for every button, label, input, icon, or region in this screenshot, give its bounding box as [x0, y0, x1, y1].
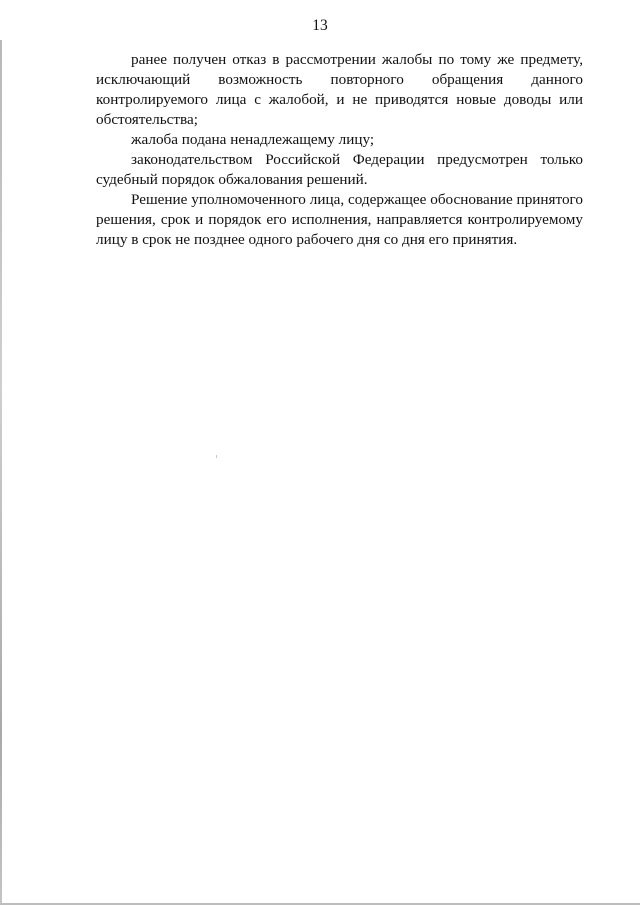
paragraph-decision-sent: Решение уполномоченного лица, содержащее обоснование принятого решения, срок и порядок его исполнения, направляется контролируемому лицу в срок не позднее одного рабочего дня со дня его принятия.: [96, 191, 583, 248]
paragraph-refusal-received: ранее получен отказ в рассмотрении жалобы по тому же предмету, исключающий возможность повторного обращения данного контролируемого лица с жалобой, и не приводятся новые доводы или обстоятельства;: [96, 51, 583, 128]
paragraph-improper-person: жалоба подана ненадлежащему лицу;: [131, 131, 375, 148]
paragraph-judicial-procedure: законодательством Российской Федерации предусмотрен только судебный порядок обжалования решений.: [96, 151, 583, 188]
scan-speck: [216, 455, 217, 458]
scan-edge-left: [0, 40, 2, 905]
document-body: [96, 50, 583, 250]
page-number: 13: [312, 17, 328, 34]
